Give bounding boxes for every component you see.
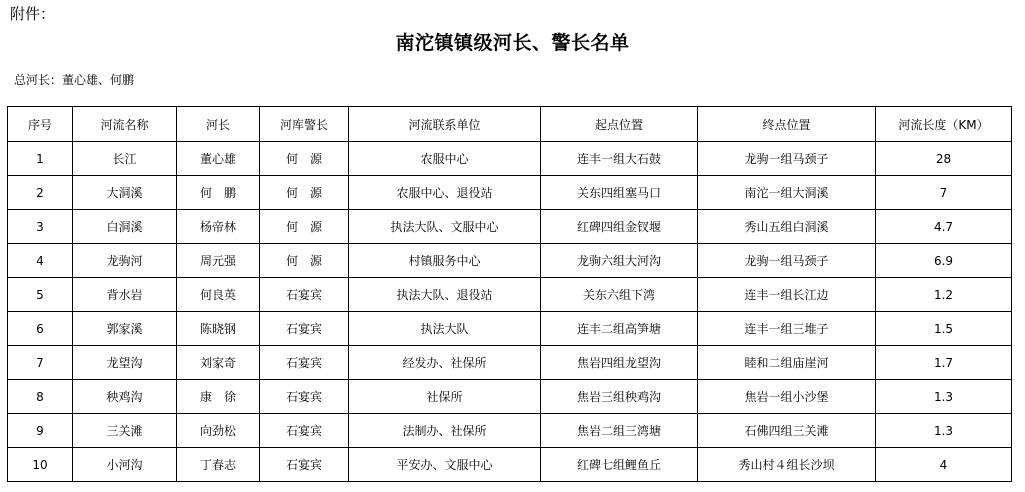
- cell-river-chief: 杨帝林: [177, 210, 260, 244]
- cell-contact-unit: 农服中心、退役站: [349, 176, 541, 210]
- cell-river-name: 背水岩: [73, 278, 177, 312]
- cell-index: 9: [8, 414, 73, 448]
- cell-end-location: 连丰一组三堆子: [698, 312, 876, 346]
- cell-index: 3: [8, 210, 73, 244]
- cell-end-location: 龙驹一组马颈子: [698, 244, 876, 278]
- cell-river-length: 1.7: [876, 346, 1012, 380]
- cell-contact-unit: 执法大队: [349, 312, 541, 346]
- cell-index: 5: [8, 278, 73, 312]
- cell-contact-unit: 执法大队、退役站: [349, 278, 541, 312]
- cell-river-name: 郭家溪: [73, 312, 177, 346]
- cell-police-chief: 何 源: [260, 176, 349, 210]
- cell-start-location: 红碑七组鲤鱼丘: [541, 448, 698, 482]
- table-row: [8, 448, 1012, 482]
- cell-index: 1: [8, 142, 73, 176]
- cell-river-chief: 周元强: [177, 244, 260, 278]
- table-row: [8, 380, 1012, 414]
- table-row: [8, 278, 1012, 312]
- cell-police-chief: 石宴宾: [260, 414, 349, 448]
- cell-police-chief: 石宴宾: [260, 380, 349, 414]
- cell-river-length: 1.3: [876, 414, 1012, 448]
- cell-river-length: 4: [876, 448, 1012, 482]
- table-row: [8, 142, 1012, 176]
- cell-start-location: 连丰一组大石鼓: [541, 142, 698, 176]
- cell-start-location: 焦岩四组龙望沟: [541, 346, 698, 380]
- cell-police-chief: 何 源: [260, 244, 349, 278]
- cell-index: 7: [8, 346, 73, 380]
- cell-start-location: 龙驹六组大河沟: [541, 244, 698, 278]
- cell-river-name: 小河沟: [73, 448, 177, 482]
- table-row: [8, 244, 1012, 278]
- cell-start-location: 关东六组下湾: [541, 278, 698, 312]
- cell-river-chief: 何 鹏: [177, 176, 260, 210]
- cell-river-chief: 刘家奇: [177, 346, 260, 380]
- cell-index: 8: [8, 380, 73, 414]
- cell-river-name: 大洞溪: [73, 176, 177, 210]
- column-header-end-location: 终点位置: [698, 107, 876, 142]
- column-header-start-location: 起点位置: [541, 107, 698, 142]
- river-chief-table: [7, 106, 1012, 482]
- cell-river-chief: 何良英: [177, 278, 260, 312]
- cell-river-length: 28: [876, 142, 1012, 176]
- cell-contact-unit: 农服中心: [349, 142, 541, 176]
- header-row: [8, 107, 1012, 142]
- cell-river-chief: 丁春志: [177, 448, 260, 482]
- cell-contact-unit: 执法大队、文服中心: [349, 210, 541, 244]
- cell-river-length: 4.7: [876, 210, 1012, 244]
- cell-river-chief: 向劲松: [177, 414, 260, 448]
- table-row: [8, 176, 1012, 210]
- table-row: [8, 346, 1012, 380]
- table-body: [8, 142, 1012, 482]
- cell-police-chief: 何 源: [260, 142, 349, 176]
- cell-river-chief: 陈晓钢: [177, 312, 260, 346]
- cell-start-location: 焦岩三组秧鸡沟: [541, 380, 698, 414]
- cell-end-location: 焦岩一组小沙堡: [698, 380, 876, 414]
- table-row: [8, 414, 1012, 448]
- cell-start-location: 红碑四组金钗堰: [541, 210, 698, 244]
- cell-contact-unit: 法制办、社保所: [349, 414, 541, 448]
- cell-river-length: 1.2: [876, 278, 1012, 312]
- cell-contact-unit: 经发办、社保所: [349, 346, 541, 380]
- cell-police-chief: 石宴宾: [260, 278, 349, 312]
- cell-river-name: 龙驹河: [73, 244, 177, 278]
- table-row: [8, 210, 1012, 244]
- column-header-contact-unit: 河流联系单位: [349, 107, 541, 142]
- cell-river-name: 龙望沟: [73, 346, 177, 380]
- cell-river-chief: 康 徐: [177, 380, 260, 414]
- table-row: [8, 312, 1012, 346]
- cell-end-location: 秀山村４组长沙坝: [698, 448, 876, 482]
- cell-police-chief: 石宴宾: [260, 346, 349, 380]
- cell-end-location: 龙驹一组马颈子: [698, 142, 876, 176]
- cell-index: 2: [8, 176, 73, 210]
- cell-index: 10: [8, 448, 73, 482]
- cell-start-location: 连丰二组高笋塘: [541, 312, 698, 346]
- cell-police-chief: 石宴宾: [260, 448, 349, 482]
- cell-river-length: 1.3: [876, 380, 1012, 414]
- cell-index: 6: [8, 312, 73, 346]
- column-header-river-name: 河流名称: [73, 107, 177, 142]
- cell-river-length: 6.9: [876, 244, 1012, 278]
- cell-contact-unit: 平安办、文服中心: [349, 448, 541, 482]
- cell-river-name: 白洞溪: [73, 210, 177, 244]
- cell-index: 4: [8, 244, 73, 278]
- column-header-river-chief: 河长: [177, 107, 260, 142]
- column-header-river-length: 河流长度（KM）: [876, 107, 1012, 142]
- cell-river-name: 秧鸡沟: [73, 380, 177, 414]
- cell-river-length: 1.5: [876, 312, 1012, 346]
- cell-contact-unit: 村镇服务中心: [349, 244, 541, 278]
- column-header-police-chief: 河库警长: [260, 107, 349, 142]
- cell-police-chief: 何 源: [260, 210, 349, 244]
- column-header-index: 序号: [8, 107, 73, 142]
- cell-end-location: 南沱一组大洞溪: [698, 176, 876, 210]
- attachment-label: 附件：: [10, 5, 56, 23]
- cell-river-name: 长江: [73, 142, 177, 176]
- cell-end-location: 睦和二组庙崖河: [698, 346, 876, 380]
- cell-start-location: 焦岩二组三湾塘: [541, 414, 698, 448]
- cell-river-name: 三关滩: [73, 414, 177, 448]
- chief-river-chiefs: 总河长：董心雄、何鹏: [14, 73, 135, 87]
- cell-start-location: 关东四组塞马口: [541, 176, 698, 210]
- cell-end-location: 连丰一组长江边: [698, 278, 876, 312]
- cell-police-chief: 石宴宾: [260, 312, 349, 346]
- cell-river-chief: 董心雄: [177, 142, 260, 176]
- document-title: 南沱镇镇级河长、警长名单: [395, 32, 630, 54]
- cell-contact-unit: 社保所: [349, 380, 541, 414]
- cell-end-location: 石佛四组三关滩: [698, 414, 876, 448]
- cell-river-length: 7: [876, 176, 1012, 210]
- cell-end-location: 秀山五组白洞溪: [698, 210, 876, 244]
